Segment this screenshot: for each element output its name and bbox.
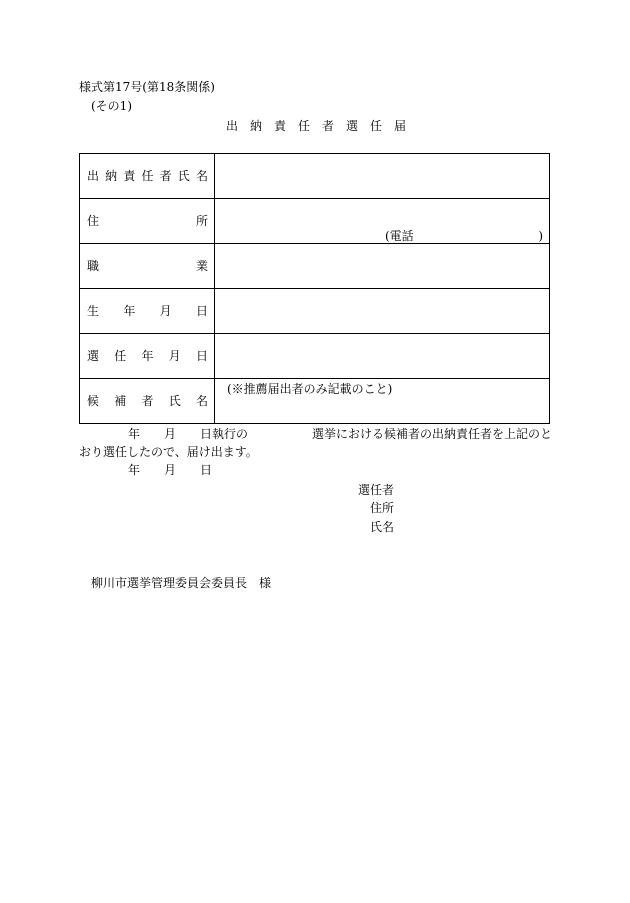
appointer-address-label: 住所 <box>370 501 395 515</box>
label-char: 納 <box>105 169 118 183</box>
label-address <box>80 199 215 244</box>
form-number: 様式第17号(第18条関係) <box>79 80 215 94</box>
label-char: 年 <box>141 349 154 363</box>
label-birthdate <box>80 289 215 334</box>
label-char: 生 <box>87 304 100 318</box>
label-char: 所 <box>195 214 208 228</box>
field-candidate-name[interactable] <box>215 379 550 424</box>
date-month: 月 <box>164 463 177 477</box>
label-char: 候 <box>87 394 100 408</box>
phone-label: (電話 <box>385 229 414 243</box>
appointer-heading: 選任者 <box>358 483 395 497</box>
candidate-note: (※推薦届出者のみ記載のこと) <box>227 382 393 396</box>
label-candidate-name <box>80 379 215 424</box>
body-line2: おり選任したので、届け出ます。 <box>79 445 258 459</box>
label-char: 住 <box>87 214 100 228</box>
appointer-name-label: 氏名 <box>370 520 395 534</box>
page-title: 出 納 責 任 者 選 任 届 <box>226 119 407 133</box>
label-char: 補 <box>114 394 127 408</box>
label-char: 責 <box>123 169 136 183</box>
body-year: 年 <box>128 427 141 441</box>
field-appointment-date[interactable] <box>215 334 550 379</box>
field-treasurer-name[interactable] <box>215 154 550 199</box>
form-subtitle: (その1) <box>91 99 132 113</box>
label-char: 任 <box>141 169 154 183</box>
label-char: 者 <box>141 394 154 408</box>
label-appointment-date <box>80 334 215 379</box>
field-occupation[interactable] <box>215 244 550 289</box>
label-char: 氏 <box>177 169 190 183</box>
form-table <box>79 153 550 424</box>
phone-close-paren: ) <box>538 229 543 243</box>
label-char: 任 <box>114 349 127 363</box>
label-char: 年 <box>123 304 136 318</box>
addressee: 柳川市選挙管理委員会委員長 様 <box>91 576 272 590</box>
row-candidate-name <box>80 379 550 424</box>
field-address[interactable] <box>215 199 550 244</box>
date-day: 日 <box>200 463 213 477</box>
date-year: 年 <box>128 463 141 477</box>
label-char: 名 <box>195 394 208 408</box>
row-birthdate <box>80 289 550 334</box>
label-char: 日 <box>195 304 208 318</box>
label-char: 者 <box>159 169 172 183</box>
label-treasurer-name <box>80 154 215 199</box>
label-occupation <box>80 244 215 289</box>
row-occupation <box>80 244 550 289</box>
label-char: 月 <box>159 304 172 318</box>
body-day-exec: 日執行の <box>200 427 249 441</box>
label-char: 選 <box>87 349 100 363</box>
row-appointment-date <box>80 334 550 379</box>
label-char: 月 <box>168 349 181 363</box>
body-line1-rest: 選挙における候補者の出納責任者を上記のと <box>312 427 553 441</box>
label-char: 出 <box>87 169 100 183</box>
field-birthdate[interactable] <box>215 289 550 334</box>
label-char: 職 <box>87 259 100 273</box>
label-char: 名 <box>195 169 208 183</box>
row-treasurer-name <box>80 154 550 199</box>
row-address <box>80 199 550 244</box>
body-month: 月 <box>164 427 177 441</box>
label-char: 氏 <box>168 394 181 408</box>
label-char: 日 <box>195 349 208 363</box>
label-char: 業 <box>195 259 208 273</box>
